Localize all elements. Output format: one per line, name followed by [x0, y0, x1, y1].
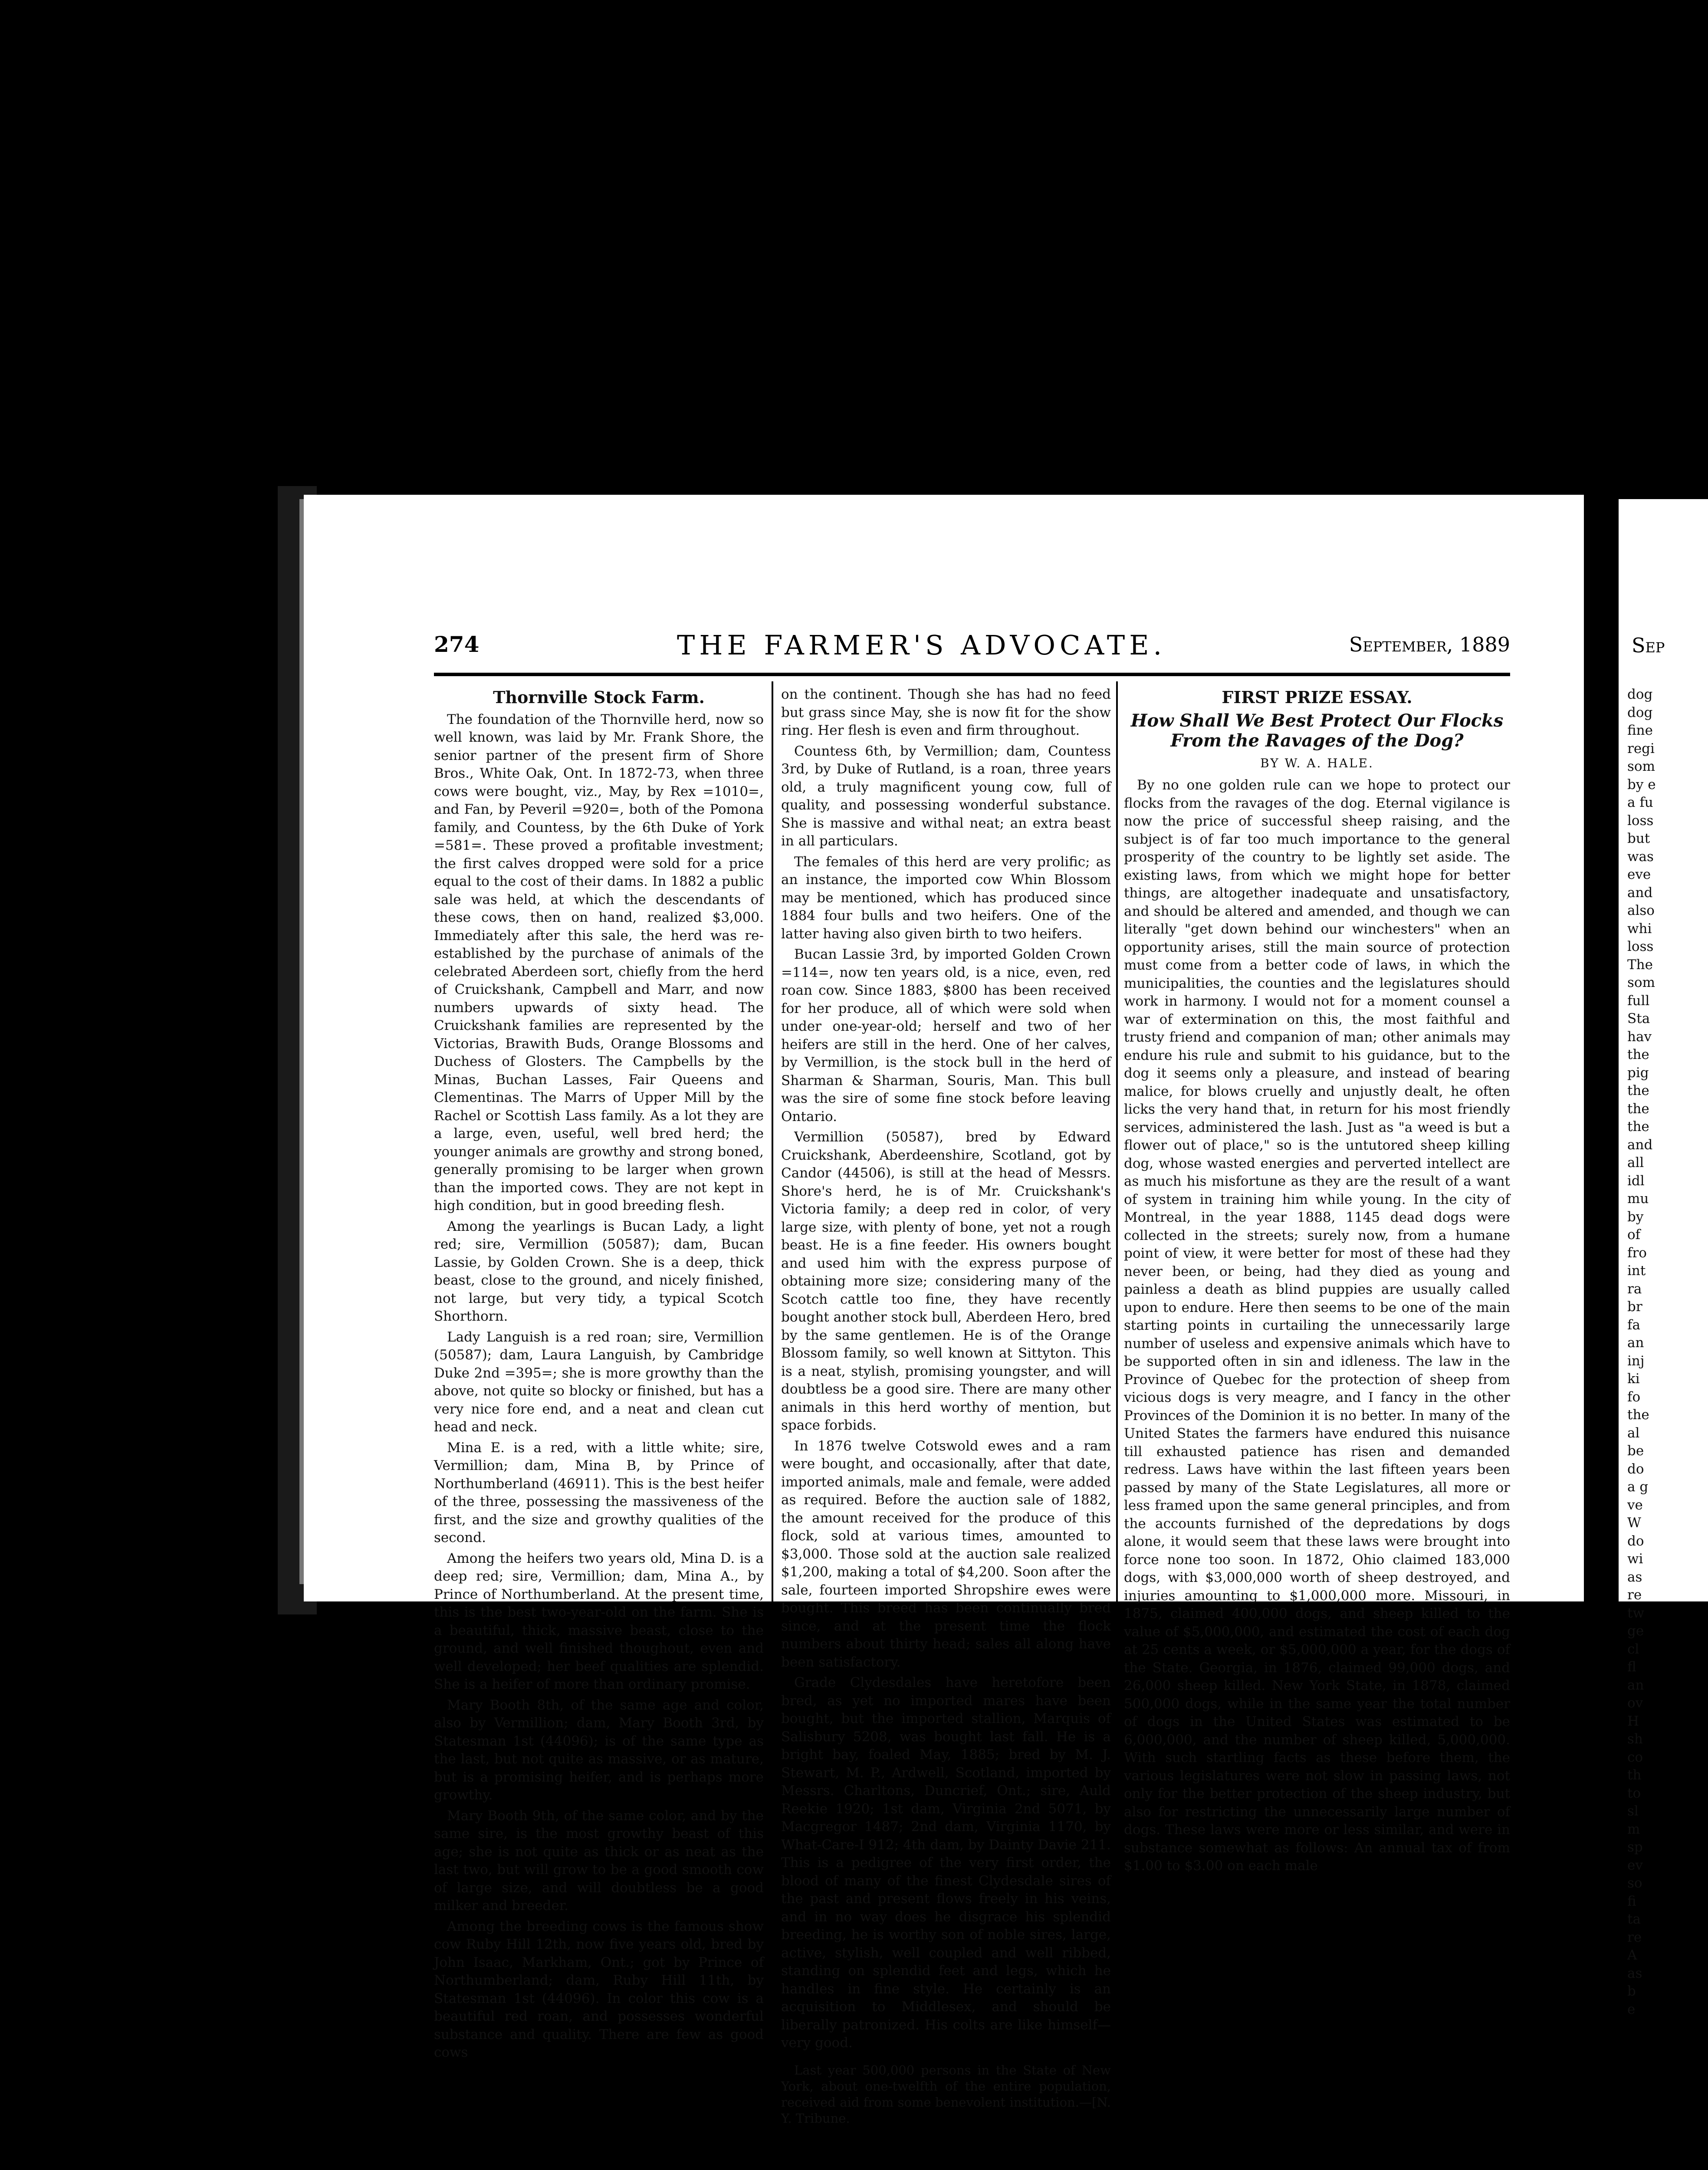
margin-fragment: sh	[1627, 1731, 1643, 1747]
publication-title: THE FARMER'S ADVOCATE.	[677, 629, 1166, 661]
article-title: Thornville Stock Farm.	[493, 687, 705, 707]
margin-fragment: to	[1627, 1785, 1641, 1801]
article-paragraph: The foundation of the Thornville herd, now so well known, was laid by Mr. Frank Shore, the senior partner of the present firm of Shore Bros., White Oak, Ont. In 1872-73, when three cows were bought, viz., May, by Rex =1010=, and Fan, by Peveril =920=, both of the Pomona family, and Countess, by the 6th Duke of York =581=. These proved a profitable investment; the first calves dropped were sold for a price equal to the cost of their dams. In 1882 a public sale was held, at which the descendants of these cows, then on hand, realized $3,000. Immediately after this sale, the herd was re-established by the purchase of animals of the celebrated Aberdeen sort, chiefly from the herd of Cruickshank, Campbell and Marr, and now numbers upwards of sixty head. The Cruickshank families are represented by the Victorias, Brawith Buds, Orange Blossoms and Duchess of Glosters. The Campbells by the Minas, Buchan Lasses, Fair Queens and Clementinas. The Marrs of Upper Mill by the Rachel or Scottish Lass family. As a lot they are a large, even, useful, well bred herd; the younger animals are growthy and strong boned, generally promising to be larger when grown than the imported cows. They are not kept in high condition, but in good breeding flesh.	[434, 711, 764, 1213]
margin-fragment: pig	[1627, 1065, 1649, 1081]
margin-fragment: H	[1627, 1713, 1639, 1729]
article-paragraph: Mina E. is a red, with a little white; sire, Vermillion; dam, Mina B, by Prince of Northumberland (46911). This is the best heifer of the three, possessing the massiveness of the first, and the size and growthy qualities of the second.	[434, 1440, 764, 1545]
article-paragraph: Countess 6th, by Vermillion; dam, Countess 3rd, by Duke of Rutland, is a roan, three years old, a truly magnificent young cow, full of quality, and possessing wonderful substance. She is massive and withal neat; an extra beast in all particulars.	[781, 743, 1111, 849]
margin-fragment: ve	[1627, 1497, 1643, 1513]
margin-fragment: an	[1627, 1335, 1644, 1351]
essay-kicker: FIRST PRIZE ESSAY.	[1222, 687, 1412, 707]
margin-fragment: regi	[1627, 740, 1655, 756]
margin-fragment: A	[1627, 1947, 1637, 1963]
essay-byline: BY W. A. HALE.	[1260, 756, 1374, 770]
margin-fragment: som	[1627, 759, 1655, 774]
margin-fragment: al	[1627, 1425, 1640, 1441]
article-paragraph: Lady Languish is a red roan; sire, Vermillion (50587); dam, Laura Languish, by Cambridge Duke 2nd =395=; she is more growthy than the above, not quite so blocky or finished, but has a very nice fore end, and a neat and clean cut head and neck.	[434, 1329, 764, 1435]
margin-fragment: inj	[1627, 1353, 1645, 1369]
margin-fragment: sp	[1627, 1839, 1643, 1855]
article-paragraph: Bucan Lassie 3rd, by imported Golden Crown =114=, now ten years old, is a nice, even, red roan cow. Since 1883, $800 has been received for her produce, all of which were sold when under one-year-old; herself and two of her heifers are still in the herd. One of her calves, by Vermillion, is the stock bull in the herd of Sharman & Sharman, Souris, Man. This bull was the sire of some fine stock before leaving Ontario.	[781, 947, 1111, 1124]
margin-fragment: as	[1627, 1569, 1642, 1585]
article-paragraph: Mary Booth 9th, of the same color, and by the same sire, is the most growthy beast of this age; she is not quite as thick or as neat as the last two, but will grow to be a good smooth cow of large size, and will doubtless be a good milker and breeder.	[434, 1808, 764, 1914]
article-paragraph: The females of this herd are very prolific; as an instance, the imported cow Whin Blossom may be mentioned, which has produced since 1884 four bulls and two heifers. One of the latter having also given birth to two heifers.	[781, 854, 1111, 942]
article-paragraph: Mary Booth 8th, of the same age and color, also by Vermillion; dam, Mary Booth 3rd, by Statesman 1st (44096); is of the same type as the last, but not quite as massive, or as mature, but is a promising heifer, and is perhaps more growthy.	[434, 1697, 764, 1803]
article-paragraph: By no one golden rule can we hope to protect our flocks from the ravages of the dog. Eternal vigilance is now the price of successful sheep raising, and the subject is of far too much importance to the general prosperity of the country to be lightly set aside. The existing laws, from which we might hope for better things, are altogether inadequate and unsatisfactory, and should be altered and amended, and though we can literally "get down behind our winchesters" when an opportunity arises, still the main source of protection must come from a better code of laws, in which the municipalities, the counties and the legislatures should work in harmony. I would not for a moment counsel a war of extermination on this, the most faithful and trusty friend and companion of man; other animals may endure his rule and submit to his guidance, but to the dog it seems only a pleasure, and instead of bearing malice, for blows cruelly and unjustly dealt, he often licks the very hand that, in return for his most friendly services, administered the lash. Just as "a weed is but a flower out of place," so is the untutored sheep killing dog, whose wasted energies and perverted intellect are as much his misfortune as they are the result of a want of system in training him while young. In the city of Montreal, in the year 1888, 1145 dead dogs were collected in the streets; surely now, from a humane point of view, it were better for most of these had they never been, or being, had they died as young and painless a death as blind puppies are usually called upon to endure. Here then seems to be one of the main starting points in curtailing the unnecessarily large number of useless and expensive animals which have to be supported often in sin and idleness. The law in the Province of Quebec for the protection of sheep from vicious dogs is very meagre, and I fancy in the other Provinces of the Dominion it is no better. In many of the United States the farmers have endured this nuisance till exhausted patience has risen and demanded redress. Laws have within the last fifteen years been passed by many of the State Legislatures, all more or less framed upon the same general principles, and from the accounts furnished of the depredations by dogs alone, it would seem that these laws were brought into force none too soon. In 1872, Ohio claimed 183,000 dogs, with $3,000,000 worth of sheep destroyed, and injuries amounting to $1,000,000 more. Missouri, in 1875, claimed 400,000 dogs, and sheep killed to the value of $5,000,000, and estimated the cost of each dog at 25 cents a week, or $5,000,000 a year, for the dogs of the State. Georgia, in 1876, claimed 99,000 dogs, and 26,000 sheep killed. New York State, in 1878, claimed 500,000 dogs, while in the same year the total number of dogs in the United States was estimated to be 6,000,000, and the number of sheep killed, 5,000,000. With such startling facts as these before them, the various legislatures were not slow in passing laws, not only for the better protection of the sheep industry, but also for restricting the unnecessarily large number of dogs. These laws were more or less similar, and were in substance somewhat as follows: An annual tax of from $1.00 to $3.00 on each male	[1124, 777, 1510, 1874]
margin-fragment: by e	[1627, 776, 1656, 792]
column-divider	[1116, 681, 1118, 1792]
margin-fragment: cl	[1627, 1641, 1639, 1657]
margin-fragment: fa	[1627, 1317, 1640, 1333]
column-divider	[772, 681, 773, 1797]
margin-fragment: ge	[1627, 1623, 1644, 1639]
margin-fragment: loss	[1627, 812, 1654, 829]
article-paragraph: on the continent. Though she has had no feed but grass since May, she is now fit for the show ring. Her flesh is even and firm throughout.	[781, 687, 1111, 738]
margin-fragment: br	[1627, 1299, 1642, 1315]
issue-date: September, 1889	[1349, 633, 1510, 656]
margin-fragment: The	[1627, 957, 1653, 973]
margin-fragment: som	[1627, 975, 1655, 990]
margin-fragment: b	[1627, 1983, 1636, 1999]
margin-fragment: eve	[1627, 867, 1651, 882]
margin-fragment: of	[1627, 1227, 1641, 1243]
margin-fragment: fl	[1627, 1659, 1636, 1675]
margin-fragment: be	[1627, 1443, 1644, 1459]
margin-fragment: dog	[1627, 704, 1653, 720]
margin-fragment: fo	[1627, 1389, 1641, 1405]
margin-fragment: W	[1627, 1515, 1641, 1531]
page-gutter	[1584, 495, 1619, 1606]
margin-fragment: mu	[1627, 1191, 1649, 1207]
margin-fragment: fro	[1627, 1245, 1647, 1261]
margin-fragment: and	[1627, 1137, 1653, 1153]
margin-fragment: m	[1627, 1821, 1640, 1837]
margin-fragment: hav	[1627, 1029, 1652, 1045]
article-paragraph: Among the heifers two years old, Mina D. is a deep red; sire, Vermillion; dam, Mina A., by Prince of Northumberland. At the present time, this is the best two-year-old on the farm. She is a beautiful, thick, massive beast, close to the ground, and well finished thoughout, even and well developed; her beef qualities are splendid. She is a heifer of more than ordinary promise.	[434, 1550, 764, 1692]
margin-fragment: e	[1627, 2001, 1636, 2017]
margin-fragment: int	[1627, 1263, 1646, 1279]
margin-fragment: the	[1627, 1083, 1649, 1098]
margin-fragment: ta	[1627, 1911, 1641, 1927]
margin-fragment: also	[1627, 903, 1655, 918]
margin-fragment: wi	[1627, 1551, 1643, 1567]
margin-fragment: a fu	[1627, 795, 1653, 810]
essay-title: How Shall We Best Protect Our Flocks From the Ravages of the Dog?	[1130, 710, 1504, 751]
margin-fragment: co	[1627, 1749, 1643, 1765]
margin-fragment: th	[1627, 1767, 1642, 1783]
margin-fragment: was	[1627, 848, 1654, 865]
margin-fragment: re	[1627, 1587, 1642, 1603]
margin-fragment: ki	[1627, 1371, 1640, 1387]
margin-fragment: re	[1627, 1929, 1642, 1945]
margin-fragment: full	[1627, 993, 1650, 1009]
article-paragraph: Vermillion (50587), bred by Edward Cruickshank, Aberdeenshire, Scotland, got by Candor (44506), is still at the head of Messrs. Shore's herd, he is of Mr. Cruickshank's Victoria family; a deep red in color, of very large size, with plenty of bone, yet not a rough beast. He is a fine feeder. His owners bought and used him with the express purpose of obtaining more size; considering many of the Scotch cattle too fine, they have recently bought another stock bull, Aberdeen Hero, bred by the same gentlemen. He is of the Orange Blossom family, so well known at Sittyton. This is a neat, stylish, promising youngster, and will doubtless be a good sire. There are many other animals in this herd worthy of mention, but space forbids.	[781, 1129, 1111, 1433]
news-note: Last year 500,000 persons in the State of New York, about one-twelfth of the entire population, received aid from some benevolent institution.—[N. Y. Tribune.	[781, 2062, 1111, 2126]
margin-fragment: an	[1627, 1677, 1644, 1693]
margin-fragment: a g	[1627, 1479, 1649, 1495]
margin-fragment: ev	[1627, 1857, 1643, 1873]
margin-fragment: the	[1627, 1407, 1649, 1423]
adjacent-page-text-fragments	[1627, 686, 1705, 2019]
page-number: 274	[434, 631, 480, 657]
margin-fragment: idl	[1627, 1173, 1645, 1189]
margin-fragment: ov	[1627, 1695, 1643, 1711]
article-paragraph: In 1876 twelve Cotswold ewes and a ram were bought, and occasionally, after that date, imported animals, male and female, were added as required. Before the auction sale of 1882, the amount received for the produce of this flock, sold at various times, amounted to $3,000. Those sold at the auction sale realized $1,200, making a total of $4,200. Soon after the sale, fourteen imported Shropshire ewes were bought. This breed has been continually bred since, and at the present time the flock numbers about thirty head; sales all along have been satisfactory.	[781, 1438, 1111, 1670]
column-prize-essay	[1124, 686, 1510, 1874]
margin-fragment: tw	[1627, 1605, 1644, 1621]
page-header	[434, 629, 1510, 664]
margin-fragment: whi	[1627, 921, 1652, 937]
article-paragraph: Among the breeding cows is the famous show cow Ruby Hill 12th, now five years old, bred by John Isaac, Markham, Ont.; got by Prince of Northumberland; dam, Ruby Hill 11th, by Statesman 1st (44096). In color this cow is a beautiful red roan, and possesses wonderful substance and quality. There are few as good cows	[434, 1918, 764, 2060]
margin-fragment: so	[1627, 1875, 1642, 1891]
margin-fragment: the	[1627, 1047, 1649, 1062]
margin-fragment: ra	[1627, 1281, 1642, 1297]
margin-fragment: fi	[1627, 1893, 1636, 1909]
margin-fragment: fine	[1627, 723, 1653, 738]
margin-fragment: do	[1627, 1461, 1644, 1477]
header-rule	[434, 673, 1510, 676]
margin-fragment: and	[1627, 884, 1653, 901]
margin-fragment: Sta	[1627, 1011, 1650, 1026]
margin-fragment: but	[1627, 831, 1650, 846]
margin-fragment: dog	[1627, 687, 1653, 702]
margin-fragment: by	[1627, 1209, 1644, 1225]
margin-fragment: the	[1627, 1119, 1649, 1134]
margin-fragment: sl	[1627, 1803, 1639, 1819]
column-thornville-stock-farm	[434, 686, 764, 2060]
section-rule	[903, 2057, 989, 2058]
margin-fragment: all	[1627, 1155, 1644, 1170]
article-paragraph: Among the yearlings is Bucan Lady, a light red; sire, Vermillion (50587); dam, Bucan Lassie, by Golden Crown. She is a deep, thick beast, close to the ground, and nicely finished, not large, but very tidy, a typical Scotch Shorthorn.	[434, 1218, 764, 1324]
column-continued	[781, 686, 1111, 2126]
adjacent-page-header-fragment: Sep	[1632, 634, 1665, 657]
margin-fragment: do	[1627, 1533, 1644, 1549]
margin-fragment: loss	[1627, 939, 1654, 954]
margin-fragment: the	[1627, 1101, 1649, 1117]
article-paragraph: Grade Clydesdales have heretofore been bred, as yet no imported mares have been bought, but the imported stallion, Marquis of Salisbury 5208, was bought last fall. He is a bright bay, foaled May, 1885; bred by M. J. Stewart, M. P., Ardwell, Scotland, imported by Messrs. Charltons, Duncrief, Ont.; sire, Auld Reekie 1920; 1st dam, Virginia 2nd 5071, by Macgregor 1487; 2nd dam, Virginia 1170, by What-Care-I 912; 4th dam, by Dainty Davie 211. This is a pedigree of the very first order, the blood of many of the finest Clydesdale sires of the past and present flows freely in his veins, and in no way does he disgrace his splendid breeding, he is worthy son of noble sires, large, active, stylish, well coupled and well ribbed, standing on splendid feet and legs, which he handles in fine style. He certainly is an acquisition to Middlesex, and should be liberally patronized. His colts are like himself—very good.	[781, 1675, 1111, 2051]
margin-fragment: as	[1627, 1965, 1642, 1981]
